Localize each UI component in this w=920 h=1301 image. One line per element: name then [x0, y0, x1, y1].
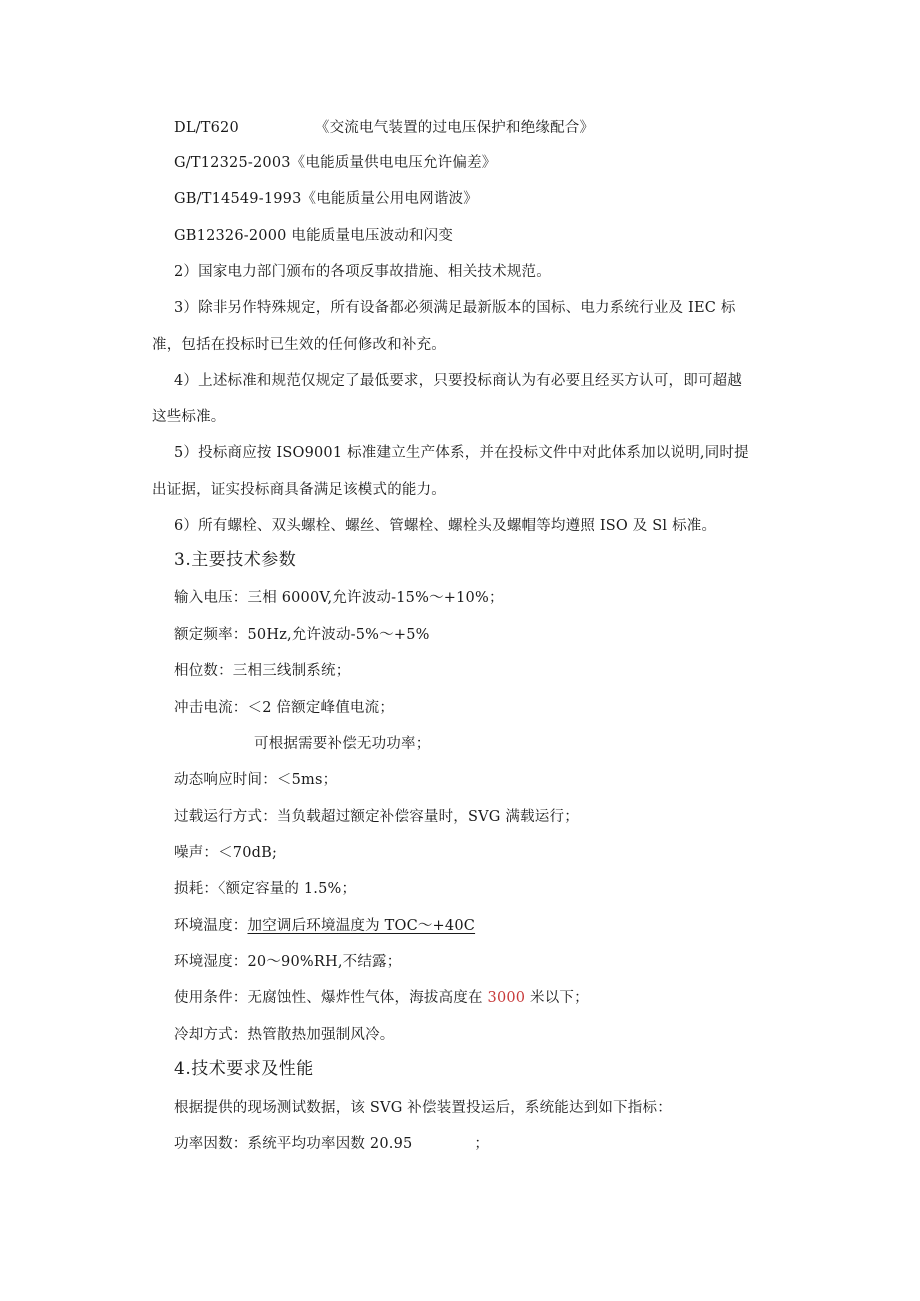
- standard-gbt14549: GB/T14549-1993《电能质量公用电网谐波》: [174, 191, 478, 207]
- item-5-line-2: 出证据，证实投标商具备满足该模式的能力。: [152, 482, 446, 498]
- standard-title: 《交流电气装置的过电压保护和绝缘配合》: [314, 120, 595, 136]
- standard-gt12325: G/T12325-2003《电能质量供电电压允许偏差》: [174, 155, 497, 171]
- param-response-time: 动态响应时间：＜5ms；: [174, 772, 338, 788]
- param-compensation: 可根据需要补偿无功功率；: [254, 736, 431, 752]
- use-conditions-suffix: 米以下；: [530, 990, 589, 1006]
- item-6: 6）所有螺栓、双头螺栓、螺丝、管螺栓、螺栓头及螺帽等均遵照 ISO 及 Sl 标准。: [174, 518, 717, 534]
- item-2: 2）国家电力部门颁布的各项反事故措施、相关技术规范。: [174, 264, 551, 280]
- power-factor-text: 功率因数：系统平均功率因数 20.95: [174, 1136, 413, 1152]
- param-loss: 损耗：〈额定容量的 1.5%；: [174, 881, 357, 897]
- param-overload: 过载运行方式：当负载超过额定补偿容量时，SVG 满载运行；: [174, 809, 579, 825]
- item-3-line-1: 3）除非另作特殊规定，所有设备都必须满足最新版本的国标、电力系统行业及 IEC 标: [174, 300, 736, 316]
- param-env-humidity: 环境湿度：20～90%RH,不结露；: [174, 954, 402, 970]
- item-4-line-1: 4）上述标准和规范仅规定了最低要求，只要投标商认为有必要且经买方认可，即可超越: [174, 373, 743, 389]
- item-3-line-2: 准，包括在投标时已生效的任何修改和补充。: [152, 337, 446, 353]
- param-rated-frequency: 额定频率：50Hz,允许波动-5%～+5%: [174, 627, 430, 643]
- section-4-intro: 根据提供的现场测试数据，该 SVG 补偿装置投运后，系统能达到如下指标：: [174, 1100, 672, 1116]
- env-temperature-value: 加空调后环境温度为 TOC～+40C: [247, 918, 476, 934]
- param-input-voltage: 输入电压：三相 6000V,允许波动-15%～+10%；: [174, 590, 504, 606]
- item-4-line-2: 这些标准。: [152, 409, 226, 425]
- standard-dl-t620: [174, 118, 594, 138]
- power-factor-line: [174, 1134, 489, 1154]
- use-conditions-prefix: 使用条件：无腐蚀性、爆炸性气体，海拔高度在: [174, 990, 483, 1006]
- param-env-temperature: [174, 916, 475, 936]
- altitude-value: 3000: [487, 990, 526, 1006]
- item-5-line-1: 5）投标商应按 ISO9001 标准建立生产体系，并在投标文件中对此体系加以说明,同时提: [174, 445, 749, 461]
- section-4-heading: 4.技术要求及性能: [174, 1059, 314, 1079]
- section-3-heading: 3.主要技术参数: [174, 550, 297, 570]
- param-noise: 噪声：＜70dB;: [174, 845, 278, 861]
- param-cooling: 冷却方式：热管散热加强制风冷。: [174, 1027, 395, 1043]
- standard-gb12326: GB12326-2000 电能质量电压波动和闪变: [174, 228, 454, 244]
- standard-code: DL/T620: [174, 120, 239, 136]
- env-temperature-label: 环境温度：: [174, 918, 248, 934]
- param-use-conditions: [174, 988, 589, 1008]
- power-factor-end: ；: [474, 1136, 490, 1152]
- param-phases: 相位数：三相三线制系统；: [174, 663, 351, 679]
- param-inrush-current: 冲击电流：＜2 倍额定峰值电流；: [174, 700, 395, 716]
